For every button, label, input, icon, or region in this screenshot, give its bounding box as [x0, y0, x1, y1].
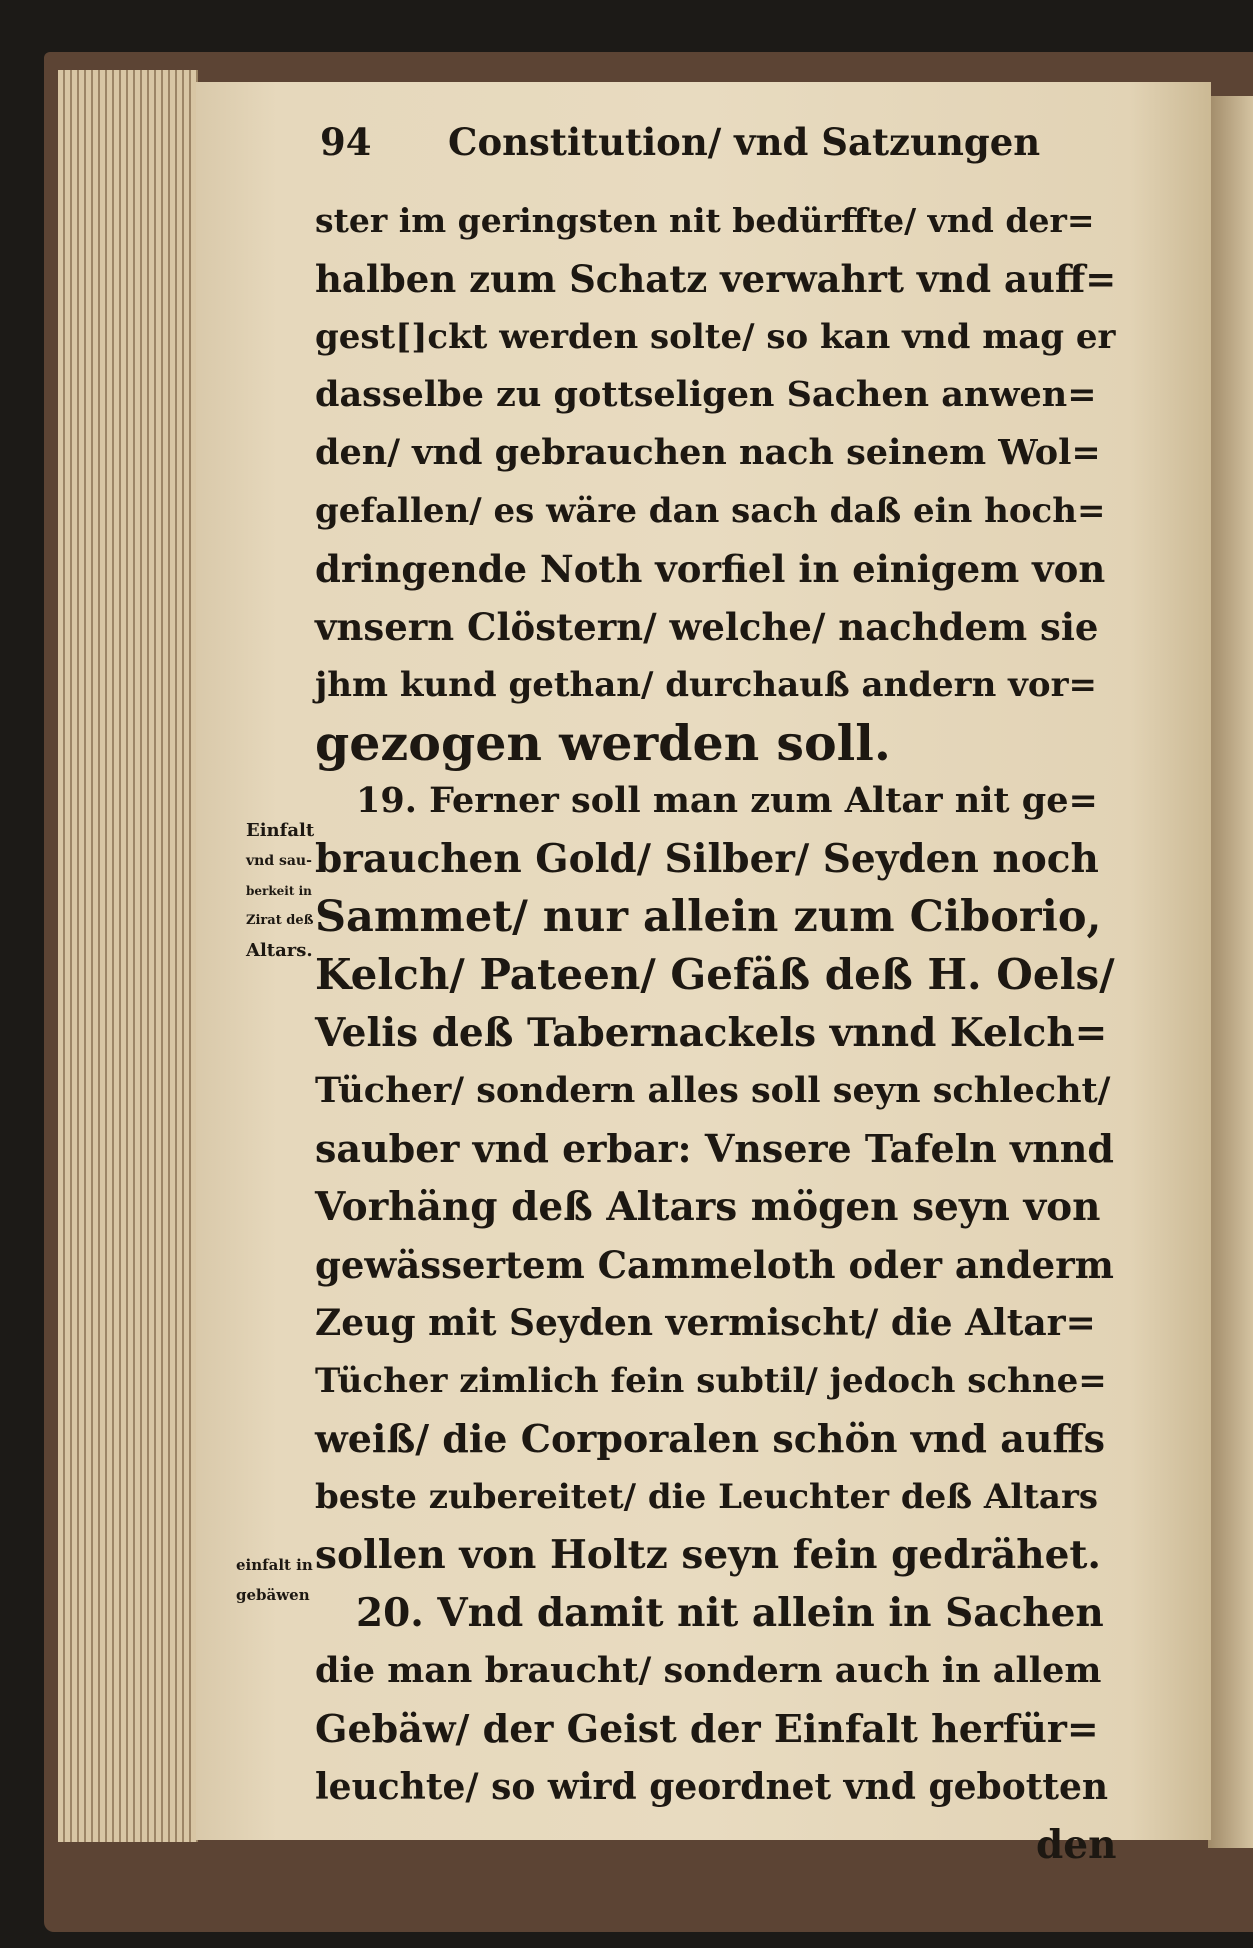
text-line: gezogen werden soll.	[315, 714, 891, 772]
text-line: halben zum Schatz verwahrt vnd auff=	[315, 257, 1117, 301]
text-line: 19. Ferner soll man zum Altar nit ge=	[356, 780, 1098, 821]
text-line: die man braucht/ sondern auch in allem	[315, 1650, 1102, 1691]
text-line: gefallen/ es wäre dan sach daß ein hoch=	[315, 491, 1106, 531]
catchword: den	[1036, 1822, 1117, 1868]
text-line: gewässertem Cammeloth oder anderm	[315, 1243, 1114, 1287]
text-line: Tücher/ sondern alles soll seyn schlecht/	[315, 1070, 1111, 1111]
text-line: Tücher zimlich fein subtil/ jedoch schne=	[315, 1361, 1107, 1401]
page-number: 94	[320, 120, 372, 164]
text-line: 20. Vnd damit nit allein in Sachen	[356, 1590, 1104, 1636]
text-line: brauchen Gold/ Silber/ Seyden noch	[315, 836, 1099, 882]
text-line: dasselbe zu gottseligen Sachen anwen=	[315, 374, 1097, 415]
text-line: dringende Noth vorfiel in einigem von	[315, 547, 1106, 591]
text-line: Gebäw/ der Geist der Einfalt herfür=	[315, 1706, 1099, 1751]
book-page	[196, 82, 1211, 1868]
margin-note-line: vnd sau-	[246, 853, 312, 869]
margin-note-line: gebäwen	[236, 1586, 310, 1604]
text-line: Zeug mit Seyden vermischt/ die Altar=	[315, 1302, 1096, 1344]
margin-note-line: Altars.	[246, 940, 313, 961]
facing-page-edge	[1208, 96, 1253, 1848]
text-line: sollen von Holtz seyn fein gedrähet.	[315, 1532, 1101, 1578]
text-line: weiß/ die Corporalen schön vnd auffs	[315, 1416, 1106, 1461]
margin-note-line: einfalt in	[236, 1556, 313, 1574]
text-line: Kelch/ Pateen/ Gefäß deß H. Oels/	[315, 950, 1115, 999]
text-line: ster im geringsten nit bedürffte/ vnd der=	[315, 201, 1095, 240]
margin-note-line: berkeit in	[246, 884, 312, 898]
text-line: beste zubereitet/ die Leuchter deß Altars	[315, 1477, 1098, 1517]
running-head: Constitution/ vnd Satzungen	[448, 120, 1041, 164]
text-line: sauber vnd erbar: Vnsere Tafeln vnnd	[315, 1126, 1114, 1171]
text-line: Velis deß Tabernackels vnnd Kelch=	[315, 1010, 1108, 1056]
text-line: jhm kund gethan/ durchauß andern vor=	[315, 665, 1097, 705]
margin-note-line: Einfalt	[246, 820, 315, 841]
margin-note-line: Zirat deß	[246, 913, 314, 928]
text-line: den/ vnd gebrauchen nach seinem Wol=	[315, 432, 1101, 473]
text-line: Sammet/ nur allein zum Ciborio,	[315, 892, 1102, 942]
text-line: Vorhäng deß Altars mögen seyn von	[315, 1184, 1101, 1230]
text-line: gest[]ckt werden solte/ so kan vnd mag er	[315, 317, 1116, 357]
text-line: leuchte/ so wird geordnet vnd gebotten	[315, 1766, 1109, 1808]
text-line: vnsern Clöstern/ welche/ nachdem sie	[315, 605, 1099, 649]
page-edges	[58, 70, 198, 1842]
